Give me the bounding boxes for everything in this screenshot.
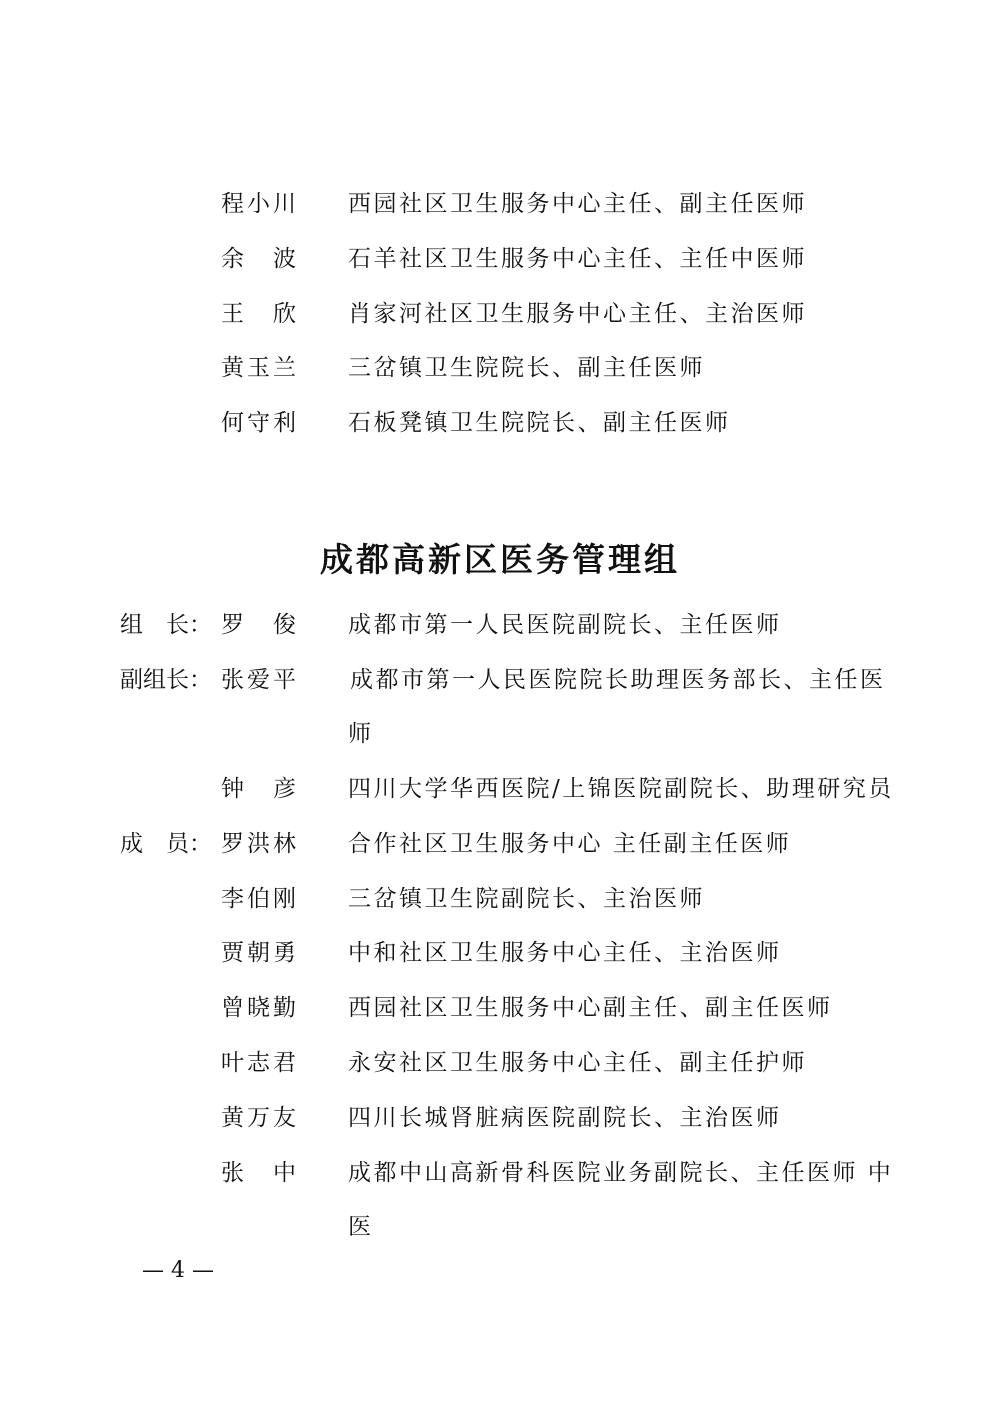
leader-role-label: 组 长： xyxy=(120,612,212,638)
deputy-desc: 四川大学华西医院/上锦医院副院长、助理研究员 xyxy=(348,776,894,802)
member-desc: 西园社区卫生服务中心副主任、副主任医师 xyxy=(348,995,833,1021)
member-desc: 三岔镇卫生院副院长、主治医师 xyxy=(348,886,705,912)
member-name: 曾晓勤 xyxy=(221,995,299,1021)
leader-name: 罗 俊 xyxy=(221,612,299,638)
list-item-desc: 石羊社区卫生服务中心主任、主任中医师 xyxy=(348,246,807,272)
deputy-desc: 成都市第一人民医院院长助理医务部长、主任医 xyxy=(350,667,886,693)
member-name: 张 中 xyxy=(221,1160,299,1186)
list-item-name: 余 波 xyxy=(221,246,299,272)
member-desc: 合作社区卫生服务中心 主任副主任医师 xyxy=(348,831,792,857)
member-name: 罗洪林 xyxy=(221,831,299,857)
list-item-name: 黄玉兰 xyxy=(221,355,299,381)
leader-desc: 成都市第一人民医院副院长、主任医师 xyxy=(348,612,782,638)
member-desc: 中和社区卫生服务中心主任、主治医师 xyxy=(348,940,782,966)
member-desc: 永安社区卫生服务中心主任、副主任护师 xyxy=(348,1050,807,1076)
member-desc: 四川长城肾脏病医院副院长、主治医师 xyxy=(348,1105,782,1131)
member-name: 叶志君 xyxy=(221,1050,299,1076)
member-name: 黄万友 xyxy=(221,1105,299,1131)
deputy-name: 钟 彦 xyxy=(221,776,299,802)
list-item-desc: 西园社区卫生服务中心主任、副主任医师 xyxy=(348,191,807,217)
list-item-name: 何守利 xyxy=(221,410,299,436)
list-item-desc: 肖家河社区卫生服务中心主任、主治医师 xyxy=(348,301,807,327)
member-name: 贾朝勇 xyxy=(221,940,299,966)
section-title: 成都高新区医务管理组 xyxy=(320,540,680,579)
member-name: 李伯刚 xyxy=(221,886,299,912)
page-number: — 4 — xyxy=(142,1258,214,1283)
deputy-desc-continued: 师 xyxy=(348,721,374,747)
list-item-desc: 三岔镇卫生院院长、副主任医师 xyxy=(348,355,705,381)
deputy-name: 张爱平 xyxy=(221,667,299,693)
member-role-label: 成 员： xyxy=(120,831,212,857)
member-desc-continued: 医 xyxy=(348,1214,374,1240)
member-desc: 成都中山高新骨科医院业务副院长、主任医师 中 xyxy=(348,1160,894,1186)
deputy-role-label: 副组长： xyxy=(120,667,212,693)
list-item-desc: 石板凳镇卫生院院长、副主任医师 xyxy=(348,410,731,436)
list-item-name: 王 欣 xyxy=(221,301,299,327)
list-item-name: 程小川 xyxy=(221,191,299,217)
